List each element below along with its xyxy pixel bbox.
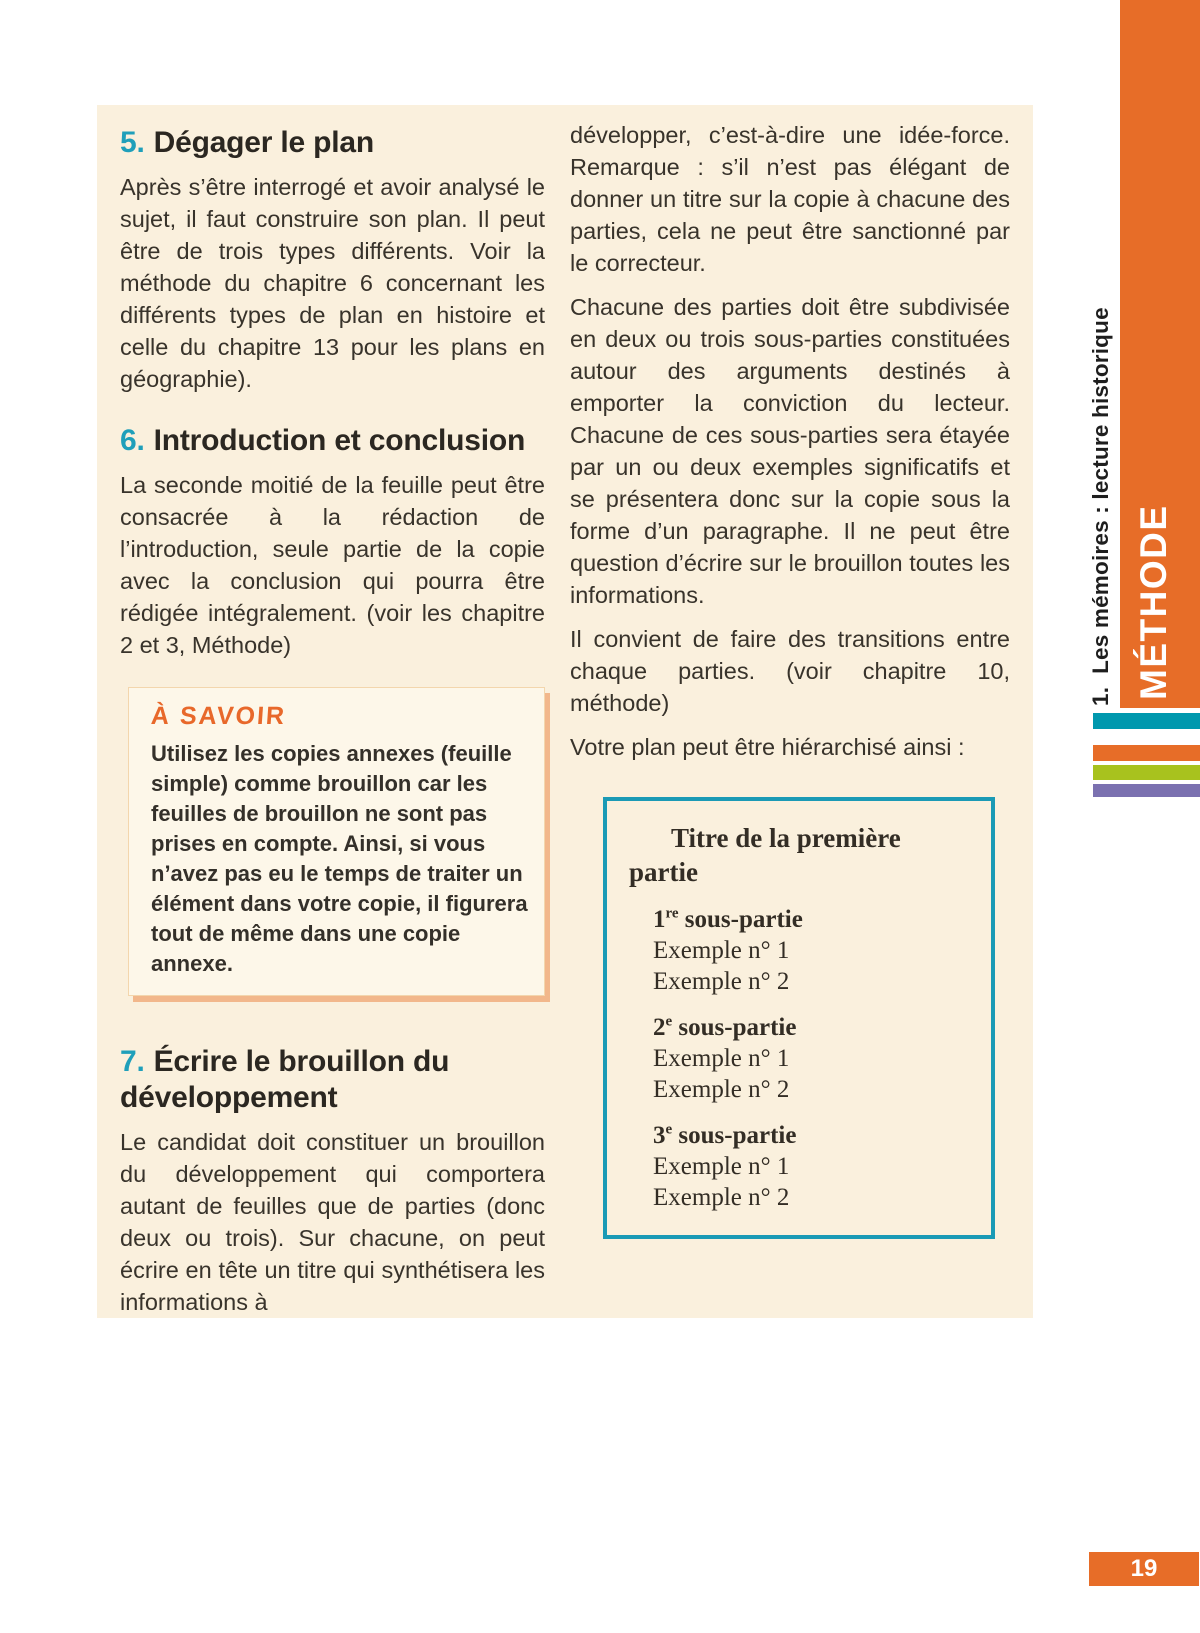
plan-subpart-2-sup: e — [665, 1013, 673, 1030]
plan-subpart-3 — [653, 1120, 969, 1151]
plan-example: Exemple n° 1 — [653, 1153, 790, 1180]
content-panel — [97, 105, 1033, 1318]
section-7-heading — [120, 1044, 545, 1116]
chapter-vertical-label: 1. Les mémoires : lecture historique — [1088, 307, 1113, 706]
plan-subpart-1 — [653, 904, 969, 935]
plan-example: Exemple n° 1 — [653, 1045, 790, 1072]
plan-outline-box — [603, 797, 995, 1239]
section-6-title: Introduction et conclusion — [153, 424, 526, 457]
left-column — [120, 119, 545, 1318]
plan-example: Exemple n° 2 — [653, 968, 790, 995]
section-5-number: 5. — [120, 126, 145, 159]
paragraph-continuation: développer, c’est-à-dire une idée-force. Remarque : s’il n’est pas élégant de donner un titre sur la copie à chacune des parties, cela ne peut être sanctionné par le correcteur. — [570, 122, 1010, 276]
plan-subpart-2-label: sous-partie — [672, 1014, 797, 1041]
right-column — [570, 119, 1010, 1239]
plan-subpart-1-label: sous-partie — [678, 906, 803, 933]
plan-subpart-2-num: 2 — [653, 1014, 666, 1041]
section-5-title: Dégager le plan — [153, 126, 375, 159]
paragraph-transitions: Il convient de faire des transitions entre chaque parties. (voir chapitre 10, méthode) — [570, 626, 1010, 716]
plan-subpart-1-sup: re — [665, 905, 679, 922]
section-5-heading — [120, 125, 545, 161]
method-tab-label: MÉTHODE — [1133, 504, 1174, 700]
section-5-paragraph: Après s’être interrogé et avoir analysé le sujet, il faut construire son plan. Il peut être de trois types différents. Voir la méthode du chapitre 6 concernant les différents types de plan en histoire et celle du chapitre 13 pour les plans en géographie). — [120, 174, 545, 392]
page-number: 19 — [1130, 1555, 1158, 1582]
section-7-number: 7. — [120, 1045, 145, 1078]
section-7-title: Écrire le brouillon du développement — [120, 1045, 450, 1114]
plan-group-1 — [653, 904, 969, 997]
plan-example: Exemple n° 2 — [653, 1076, 790, 1103]
plan-subpart-3-sup: e — [665, 1121, 673, 1138]
plan-group-2 — [653, 1012, 969, 1105]
plan-example: Exemple n° 1 — [653, 937, 790, 964]
section-6-number: 6. — [120, 424, 145, 457]
page-number-box — [1089, 1552, 1199, 1586]
plan-subpart-3-num: 3 — [653, 1122, 666, 1149]
decorative-bar-purple — [1093, 784, 1200, 797]
plan-example: Exemple n° 2 — [653, 1184, 790, 1211]
a-savoir-box — [128, 687, 545, 996]
plan-subpart-2 — [653, 1012, 969, 1043]
paragraph-sous-parties: Chacune des parties doit être subdivisée en deux ou trois sous-parties constituées autour des arguments destinés à emporter la conviction du lecteur. Chacune de ces sous-parties sera étayée par un ou deux exemples significatifs et se présentera donc sur la copie sous la forme d’un paragraphe. Il ne peut être question d’écrire sur le brouillon toutes les informations. — [570, 294, 1010, 608]
a-savoir-label: À SAVOIR — [150, 702, 288, 730]
paragraph-plan-intro: Votre plan peut être hiérarchisé ainsi : — [570, 734, 965, 760]
decorative-bar-teal — [1093, 713, 1200, 729]
plan-subpart-1-num: 1 — [653, 906, 666, 933]
method-tab — [1120, 0, 1200, 708]
decorative-bar-green — [1093, 765, 1200, 780]
a-savoir-text: Utilisez les copies annexes (feuille simple) comme brouillon car les feuilles de brouillon ne sont pas prises en compte. Ainsi, si vous n’avez pas eu le temps de traiter un élément dans votre copie, il figurera tout de même dans une copie annexe. — [151, 741, 528, 976]
section-6-heading — [120, 423, 545, 459]
plan-subpart-3-label: sous-partie — [672, 1122, 797, 1149]
decorative-bar-orange — [1093, 745, 1200, 761]
plan-group-3 — [653, 1120, 969, 1213]
section-7-paragraph: Le candidat doit constituer un brouillon du développement qui comportera autant de feuilles que de parties (donc deux ou trois). Sur chacune, on peut écrire en tête un titre qui synthétisera les informations à — [120, 1129, 545, 1315]
plan-title: Titre de la première partie — [629, 823, 901, 887]
section-6-paragraph: La seconde moitié de la feuille peut être consacrée à la rédaction de l’introduction, seule partie de la copie avec la conclusion qui pourra être rédigée intégralement. (voir les chapitre 2 et 3, Méthode) — [120, 472, 545, 658]
